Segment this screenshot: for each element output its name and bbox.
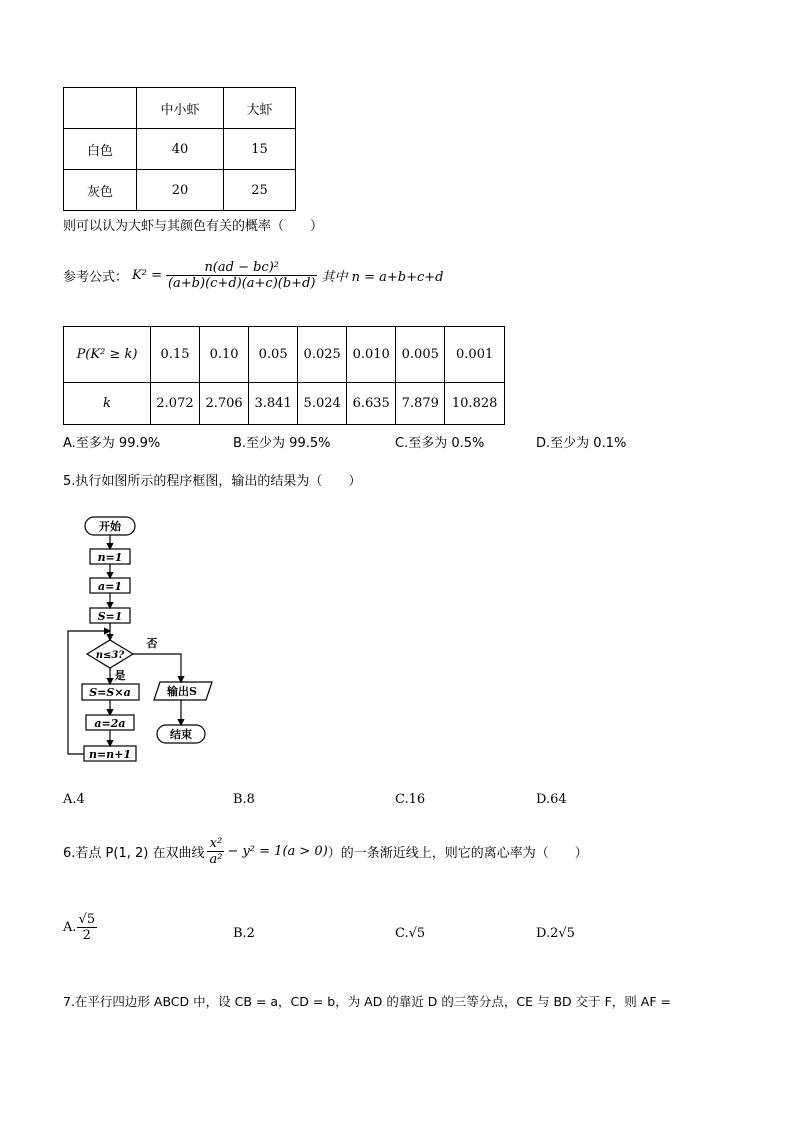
p-cell: 0.005 [396,327,445,383]
reference-formula [63,260,443,291]
q4-option-a: A.至多为 99.9% [63,436,161,451]
cell-small: 20 [137,170,224,211]
k-cell: 6.635 [347,383,396,425]
critical-value-table [63,326,505,425]
p-cell: 0.15 [151,327,200,383]
p-header: P(K² ≥ k) [64,327,151,383]
k-cell: 2.706 [200,383,249,425]
flowchart [60,510,240,770]
table-header-cell: 大虾 [224,88,296,129]
q6-question-post: ）的一条渐近线上，则它的离心率为（ ） [327,846,588,861]
q6-question-pre: 6.若点 P(1, 2) 在双曲线 [63,846,205,861]
table-row [64,327,505,383]
k-cell: 3.841 [249,383,298,425]
q6-option-a-fraction [77,912,98,943]
q5-option-c: C.16 [395,792,426,807]
formula-denominator: (a+b)(c+d)(a+c)(b+d) [167,276,316,291]
q4-option-b: B.至少为 99.5% [233,436,331,451]
cell-small: 40 [137,129,224,170]
hyperbola-tail: − y² = 1(a > 0) [227,844,328,859]
p-cell: 0.025 [298,327,347,383]
table-header-cell: 中小虾 [137,88,224,129]
p-cell: 0.010 [347,327,396,383]
q6-question [63,836,588,867]
q6-option-a-prefix: A. [63,920,77,935]
q5-option-b: B.8 [233,792,255,807]
q6-option-a-num: √5 [78,912,96,927]
flow-no-label: 否 [146,637,158,650]
row-label: 灰色 [64,170,137,211]
q7-question: 7.在平行四边形 ABCD 中，设 CB = a，CD = b，为 AD 的靠近 D 的三等分点，CE 与 BD 交于 F，则 AF = [63,994,671,1009]
hyperbola-den: a² [209,852,223,867]
k-cell: 2.072 [151,383,200,425]
hyperbola-fraction [207,836,224,867]
cell-large: 15 [224,129,296,170]
flow-yes-label: 是 [114,669,126,682]
flow-s-update-text: S=S×a [89,686,131,699]
cell-large: 25 [224,170,296,211]
q5-option-a: A.4 [63,792,85,807]
flow-s-init-text: S=1 [97,610,123,623]
table-row [64,170,296,211]
row-label: 白色 [64,129,137,170]
q5-question: 5.执行如图所示的程序框图，输出的结果为（ ） [63,474,362,489]
k-cell: 5.024 [298,383,347,425]
q6-option-d: D.2√5 [536,926,575,941]
table-header-cell [64,88,137,129]
k-header: k [64,383,151,425]
flow-end-text: 结束 [170,728,192,741]
hyperbola-num: x² [207,836,224,852]
q4-option-d: D.至少为 0.1% [536,436,627,451]
q4-option-c: C.至多为 0.5% [395,436,485,451]
p-cell: 0.001 [445,327,505,383]
table-row [64,383,505,425]
q6-option-a-den: 2 [82,928,91,943]
flow-n-update-text: n=n+1 [88,748,132,761]
formula-label: 参考公式： [63,270,129,285]
p-cell: 0.10 [200,327,249,383]
formula-fraction [166,260,318,291]
q4-question: 则可以认为大虾与其颜色有关的概率（ ） [63,219,324,234]
count-table [63,87,296,211]
formula-numerator: n(ad − bc)² [166,260,318,276]
p-cell: 0.05 [249,327,298,383]
flow-a-init-text: a=1 [98,580,122,593]
q6-option-b: B.2 [233,926,255,941]
flow-cond-text: n≤3? [95,650,125,661]
formula-tail: 其中 n = a+b+c+d [321,270,444,285]
flow-a-update-text: a=2a [94,717,126,730]
table-row [64,129,296,170]
k-cell: 10.828 [445,383,505,425]
flow-start-text: 开始 [99,520,121,533]
q6-option-a [63,912,97,943]
k-cell: 7.879 [396,383,445,425]
formula-lhs: K² = [132,268,162,283]
q5-option-d: D.64 [536,792,567,807]
flow-output-text: 输出S [167,685,197,698]
flow-n-init-text: n=1 [97,551,123,564]
q6-option-c: C.√5 [395,926,426,941]
